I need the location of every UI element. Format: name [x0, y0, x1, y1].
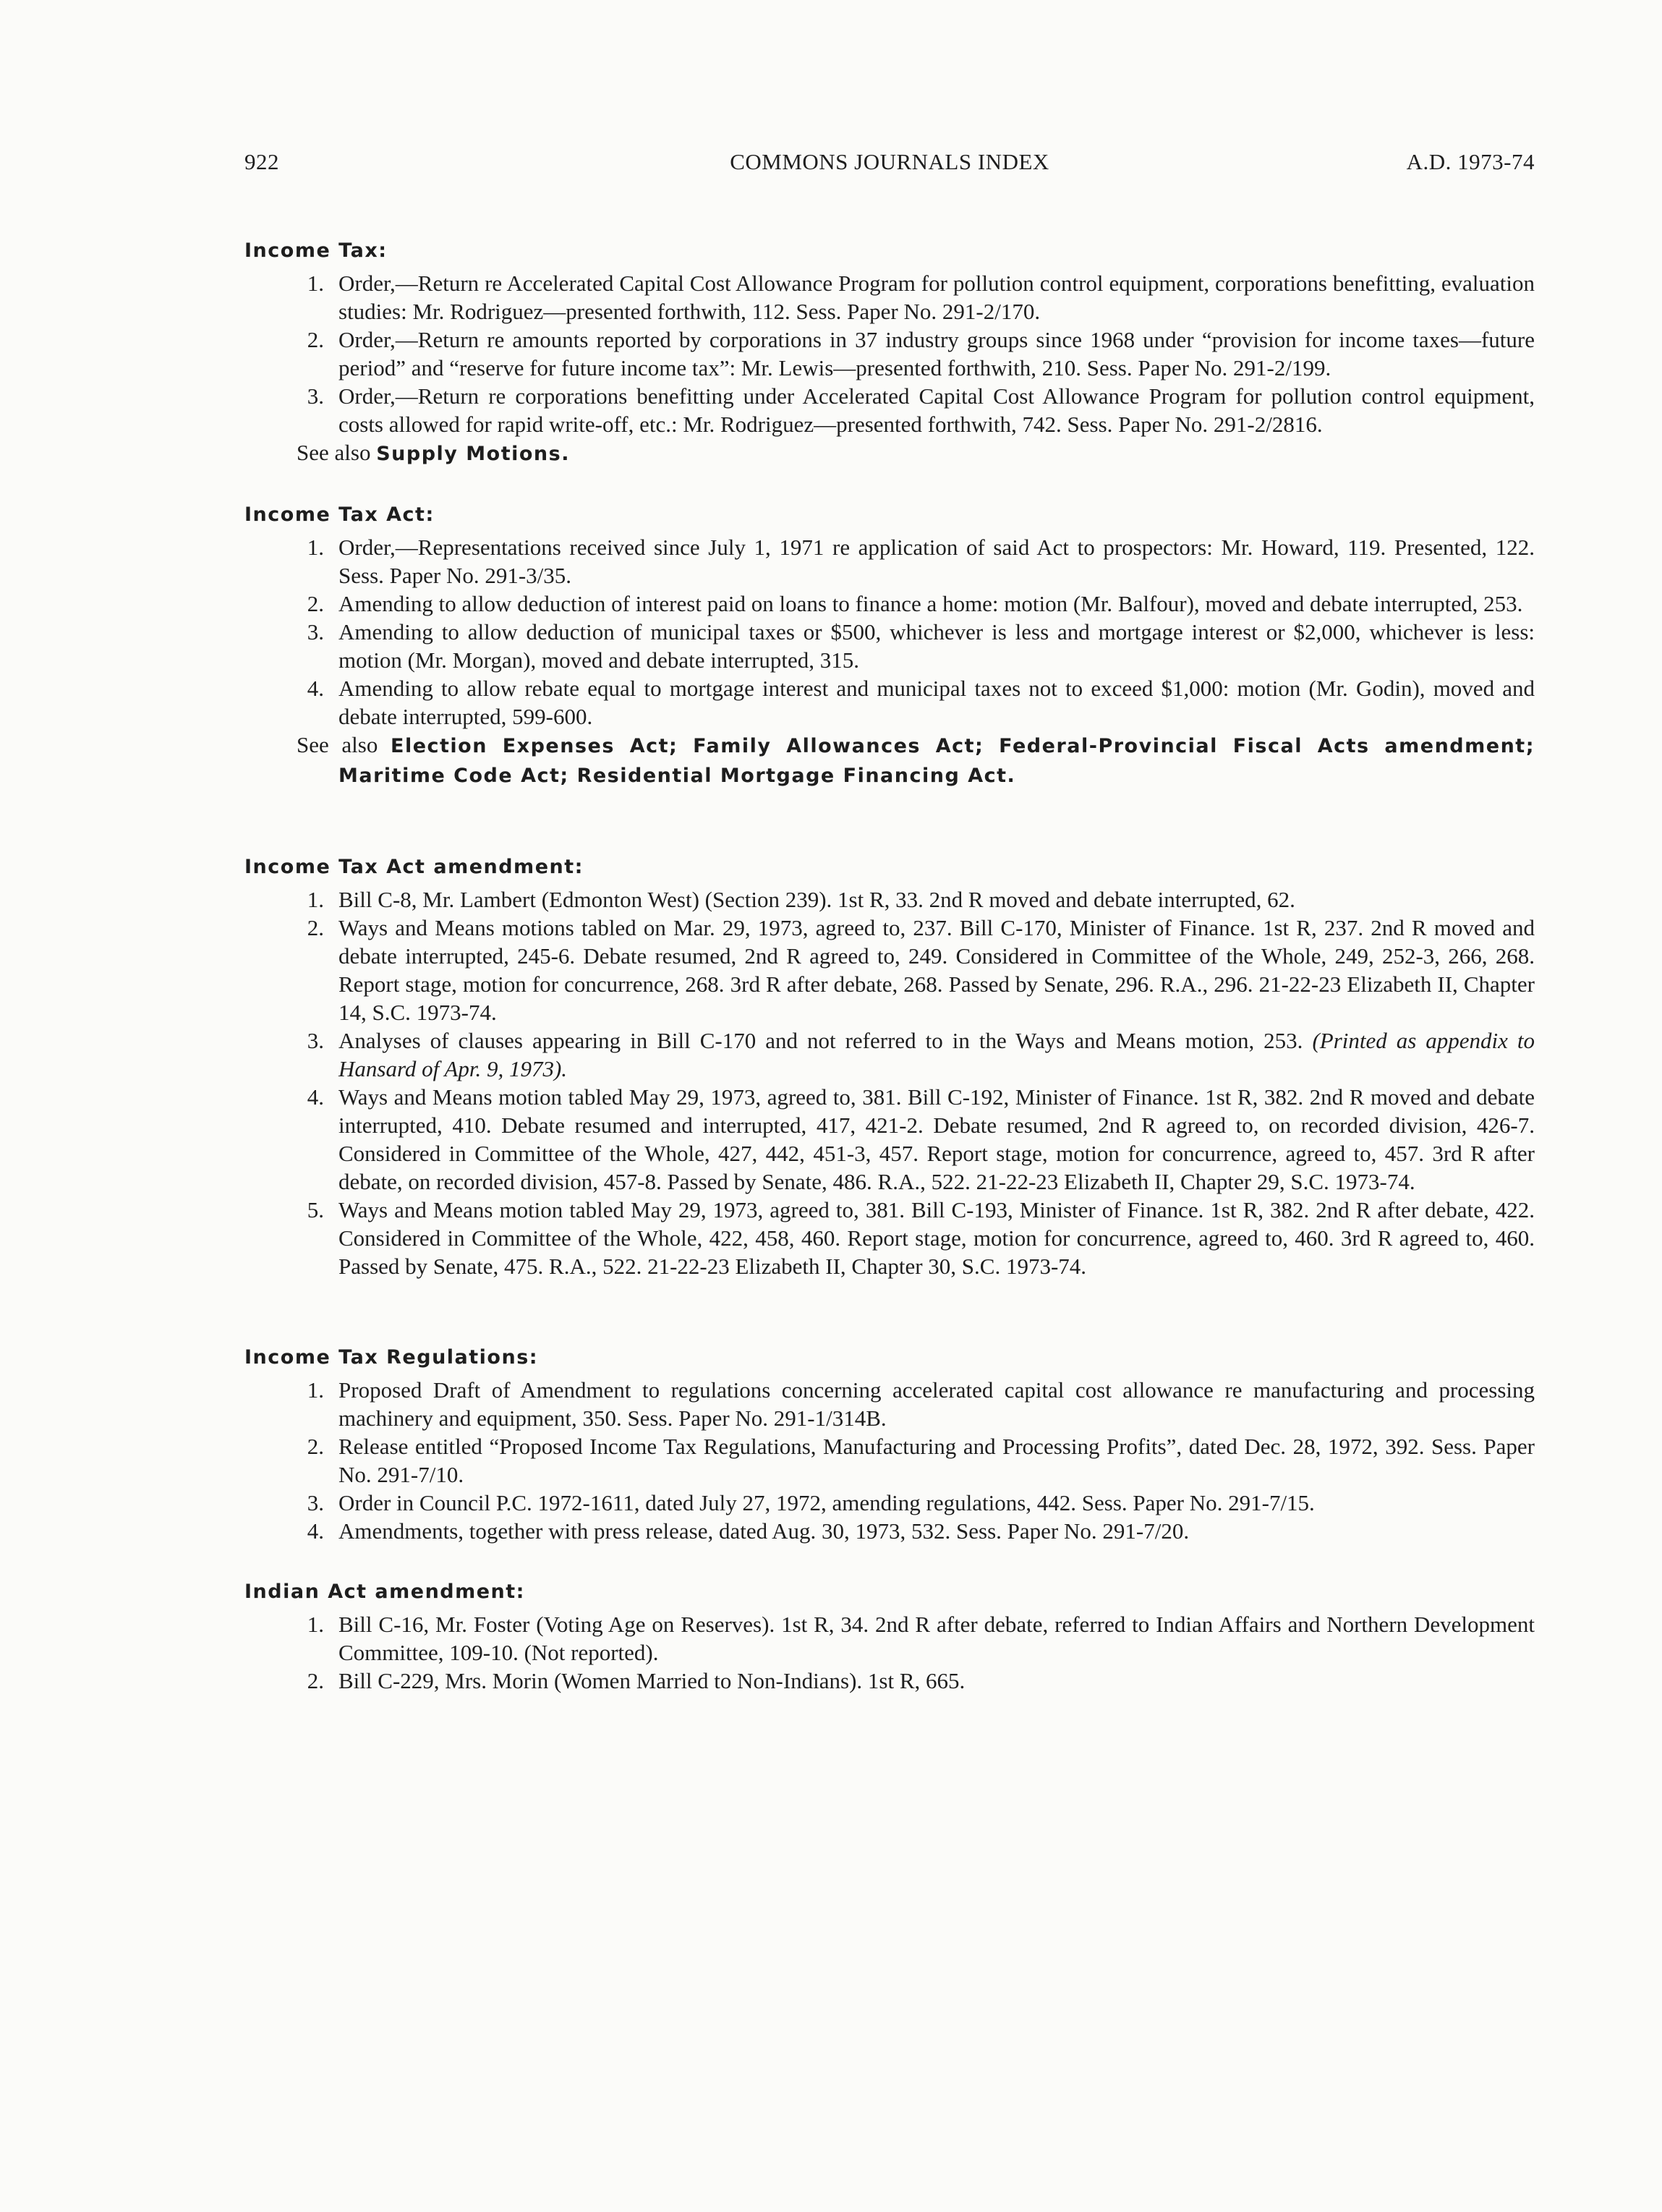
entry-number: 2.	[307, 915, 324, 940]
entry-list	[244, 533, 1535, 731]
entry-number: 2.	[307, 1668, 324, 1693]
entry-number: 5.	[307, 1197, 324, 1222]
entry-text: Bill C-8, Mr. Lambert (Edmonton West) (Section 239). 1st R, 33. 2nd R moved and debate interrupted, 62.	[338, 887, 1295, 912]
list-item	[244, 1610, 1535, 1667]
entry-number: 4.	[307, 1084, 324, 1110]
section-heading: Income Tax Regulations:	[244, 1346, 539, 1369]
list-item	[244, 1667, 1535, 1695]
entry-text: Amending to allow deduction of municipal taxes or $500, whichever is less and mortgage interest or $2,000, whichever is less: motion (Mr. Morgan), moved and debate interrupted, 315.	[338, 619, 1535, 673]
entry-number: 2.	[307, 327, 324, 352]
entry-note: (Printed as appendix to Hansard of Apr. 9, 1973).	[338, 1028, 1535, 1081]
entry-text: Order,—Return re Accelerated Capital Cost Allowance Program for pollution control equipment, corporations benefitting, evaluation studies: Mr. Rodriguez—presented forthwith, 112. Sess. Paper No. 291-2/170.	[338, 271, 1535, 324]
list-item	[244, 326, 1535, 382]
page-number: 922	[244, 149, 279, 174]
entry-text: Order,—Representations received since July 1, 1971 re application of said Act to prospectors: Mr. Howard, 119. Presented, 122. Sess. Paper No. 291-3/35.	[338, 535, 1535, 588]
entry-text: Analyses of clauses appearing in Bill C-170 and not referred to in the Ways and Means motion, 253.	[338, 1028, 1303, 1053]
entry-number: 2.	[307, 1434, 324, 1459]
section-heading: Income Tax Act amendment:	[244, 856, 584, 878]
entry-number: 1.	[307, 535, 324, 560]
entry-text: Order,—Return re corporations benefitting under Accelerated Capital Cost Allowance Program for pollution control equipment, costs allowed for rapid write-off, etc.: Mr. Rodriguez—presented forthwith, 742. Sess. Paper No. 291-2/2816.	[338, 383, 1535, 437]
entry-number: 2.	[307, 591, 324, 616]
list-item	[244, 618, 1535, 674]
entry-text: Order,—Return re amounts reported by corporations in 37 industry groups since 1968 under “provision for income taxes—future period” and “reserve for future income tax”: Mr. Lewis—presented forthwith, 210. Sess. Paper No. 291-2/199.	[338, 327, 1535, 380]
see-also-label: See also	[297, 440, 371, 465]
entry-number: 3.	[307, 383, 324, 409]
entry-list	[244, 1376, 1535, 1545]
entry-text: Order in Council P.C. 1972-1611, dated July 27, 1972, amending regulations, 442. Sess. Paper No. 291-7/15.	[338, 1490, 1315, 1515]
entry-text: Bill C-16, Mr. Foster (Voting Age on Reserves). 1st R, 34. 2nd R after debate, referred to Indian Affairs and Northern Development Committee, 109-10. (Not reported).	[338, 1612, 1535, 1665]
year-range: A.D. 1973-74	[1406, 149, 1535, 174]
list-item	[244, 1083, 1535, 1196]
list-item	[244, 1489, 1535, 1517]
list-item	[244, 382, 1535, 438]
section-income-tax-regulations	[244, 1344, 1535, 1545]
entry-text: Amending to allow rebate equal to mortgage interest and municipal taxes not to exceed $1,000: motion (Mr. Godin), moved and debate interrupted, 599-600.	[338, 676, 1535, 729]
list-item	[244, 533, 1535, 590]
list-item	[244, 1026, 1535, 1083]
entry-list	[244, 1610, 1535, 1695]
section-income-tax-act	[244, 501, 1535, 790]
section-heading: Income Tax:	[244, 239, 388, 262]
section-heading: Indian Act amendment:	[244, 1581, 525, 1603]
entry-text: Amendments, together with press release, dated Aug. 30, 1973, 532. Sess. Paper No. 291-7/20.	[338, 1518, 1190, 1544]
entry-text: Ways and Means motion tabled May 29, 1973, agreed to, 381. Bill C-192, Minister of Finance. 1st R, 382. 2nd R moved and debate interrupted, 410. Debate resumed and interrupted, 417, 421-2. Debate resumed, 2nd R agreed to, on recorded division, 426-7. Considered in Committee of the Whole, 427, 442, 451-3, 457. Report stage, motion for concurrence, agreed to, 457. 3rd R after debate, on recorded division, 457-8. Passed by Senate, 486. R.A., 522. 21-22-23 Elizabeth II, Chapter 29, S.C. 1973-74.	[338, 1084, 1535, 1194]
section-income-tax-act-amendment	[244, 854, 1535, 1280]
entry-number: 1.	[307, 271, 324, 296]
entry-number: 3.	[307, 1028, 324, 1053]
entry-list	[244, 885, 1535, 1280]
index-content	[244, 237, 1535, 1695]
entry-number: 1.	[307, 1377, 324, 1403]
entry-text: Proposed Draft of Amendment to regulations concerning accelerated capital cost allowance re manufacturing and processing machinery and equipment, 350. Sess. Paper No. 291-1/314B.	[338, 1377, 1535, 1431]
list-item	[244, 1376, 1535, 1432]
see-also-refs: Election Expenses Act; Family Allowances Act; Federal-Provincial Fiscal Acts amendment; Maritime Code Act; Residential Mortgage Financing Act.	[338, 735, 1535, 787]
list-item	[244, 885, 1535, 914]
entry-number: 4.	[307, 676, 324, 701]
list-item	[244, 590, 1535, 618]
entry-number: 4.	[307, 1518, 324, 1544]
entry-list	[244, 269, 1535, 438]
entry-text: Release entitled “Proposed Income Tax Regulations, Manufacturing and Processing Profits”, dated Dec. 28, 1972, 392. Sess. Paper No. 291-7/10.	[338, 1434, 1535, 1487]
list-item	[244, 1196, 1535, 1280]
journal-title: COMMONS JOURNALS INDEX	[730, 149, 1049, 174]
entry-text: Ways and Means motion tabled May 29, 1973, agreed to, 381. Bill C-193, Minister of Finance. 1st R, 382. 2nd R after debate, 422. Considered in Committee of the Whole, 422, 458, 460. Report stage, motion for concurrence, agreed to, 460. 3rd R agreed to, 460. Passed by Senate, 475. R.A., 522. 21-22-23 Elizabeth II, Chapter 30, S.C. 1973-74.	[338, 1197, 1535, 1279]
section-indian-act-amendment	[244, 1578, 1535, 1695]
see-also-label: See also	[297, 732, 378, 757]
entry-number: 3.	[307, 1490, 324, 1515]
see-also	[244, 731, 1535, 790]
section-income-tax	[244, 237, 1535, 468]
list-item	[244, 269, 1535, 326]
entry-number: 3.	[307, 619, 324, 645]
entry-number: 1.	[307, 1612, 324, 1637]
see-also	[244, 438, 1535, 468]
entry-text: Amending to allow deduction of interest paid on loans to finance a home: motion (Mr. Balfour), moved and debate interrupted, 253.	[338, 591, 1523, 616]
entry-text: Ways and Means motions tabled on Mar. 29, 1973, agreed to, 237. Bill C-170, Minister of Finance. 1st R, 237. 2nd R moved and debate interrupted, 245-6. Debate resumed, 2nd R agreed to, 249. Considered in Committee of the Whole, 249, 252-3, 266, 268. Report stage, motion for concurrence, 268. 3rd R after debate, 268. Passed by Senate, 296. R.A., 296. 21-22-23 Elizabeth II, Chapter 14, S.C. 1973-74.	[338, 915, 1535, 1025]
list-item	[244, 914, 1535, 1026]
list-item	[244, 674, 1535, 731]
see-also-refs: Supply Motions.	[376, 443, 570, 465]
list-item	[244, 1432, 1535, 1489]
entry-number: 1.	[307, 887, 324, 912]
section-heading: Income Tax Act:	[244, 503, 435, 526]
list-item	[244, 1517, 1535, 1545]
entry-text: Bill C-229, Mrs. Morin (Women Married to Non-Indians). 1st R, 665.	[338, 1668, 966, 1693]
